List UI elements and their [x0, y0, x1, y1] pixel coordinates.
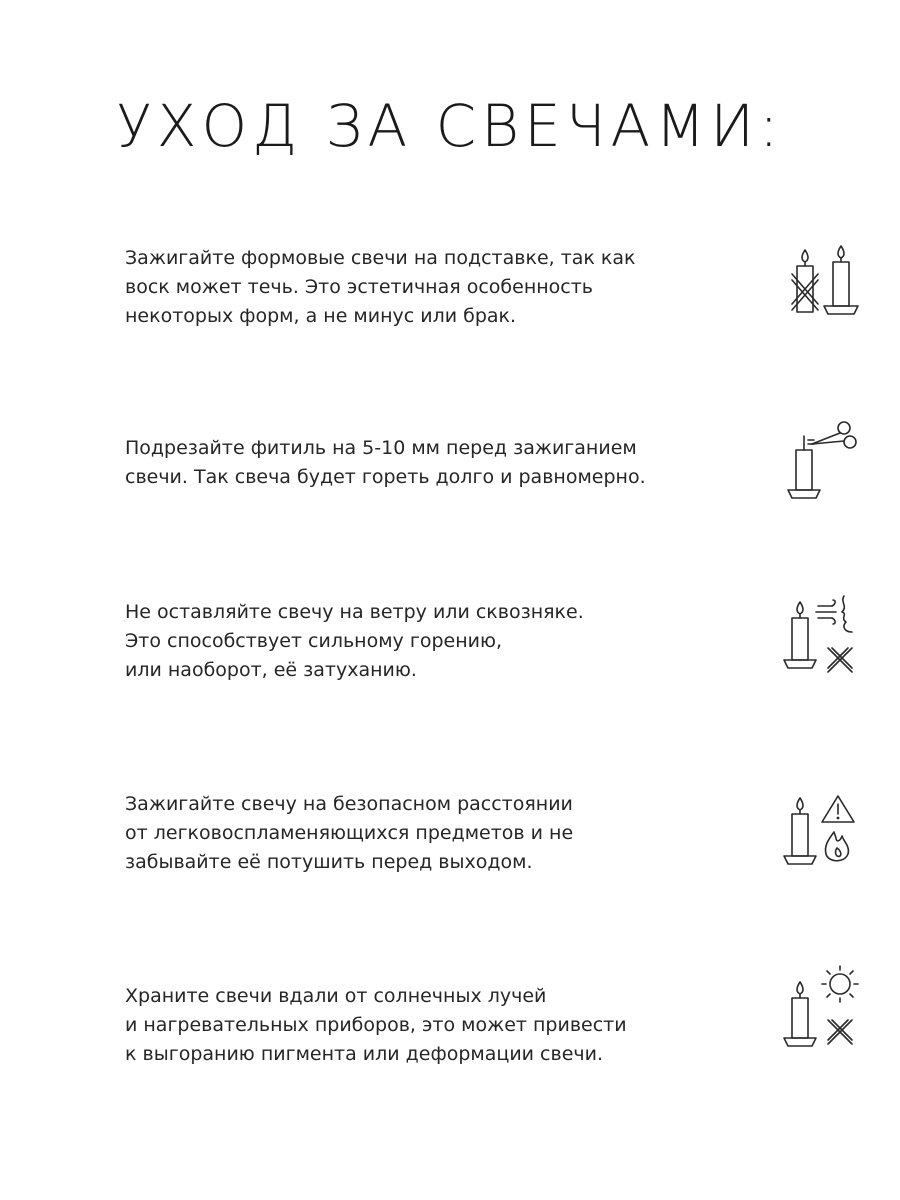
tip-line: некоторых форм, а не минус или брак.: [125, 305, 517, 327]
candle-draft-icon: [778, 592, 868, 682]
trim-wick-scissors-icon: [778, 420, 868, 510]
tip-line: Это способствует сильному горению,: [125, 630, 502, 652]
tip-line: забывайте её потушить перед выходом.: [125, 851, 533, 873]
candle-on-stand-icon: [778, 244, 868, 334]
tip-line: Зажигайте формовые свечи на подставке, так как: [125, 247, 636, 269]
tip-line: от легковоспламеняющихся предметов и не: [125, 822, 574, 844]
tip-text: [125, 434, 745, 492]
tip-line: Не оставляйте свечу на ветру или сквозняке.: [125, 601, 584, 623]
tip-line: или наоборот, её затуханию.: [125, 659, 417, 681]
tip-line: и нагревательных приборов, это может привести: [125, 1014, 627, 1036]
tip-line: к выгоранию пигмента или деформации свечи.: [125, 1043, 604, 1065]
candle-sun-icon: [778, 960, 868, 1050]
tip-text: [125, 982, 745, 1069]
candle-fire-warning-icon: [778, 792, 868, 882]
page-title: УХОД ЗА СВЕЧАМИ:: [116, 91, 784, 160]
tip-text: [125, 598, 745, 685]
tip-line: Подрезайте фитиль на 5-10 мм перед зажиганием: [125, 437, 637, 459]
tip-line: Зажигайте свечу на безопасном расстоянии: [125, 793, 573, 815]
tip-text: [125, 790, 745, 877]
tip-text: [125, 244, 745, 331]
tip-line: воск может течь. Это эстетичная особенность: [125, 276, 594, 298]
tip-line: Храните свечи вдали от солнечных лучей: [125, 985, 547, 1007]
tip-line: свечи. Так свеча будет гореть долго и равномерно.: [125, 466, 646, 488]
